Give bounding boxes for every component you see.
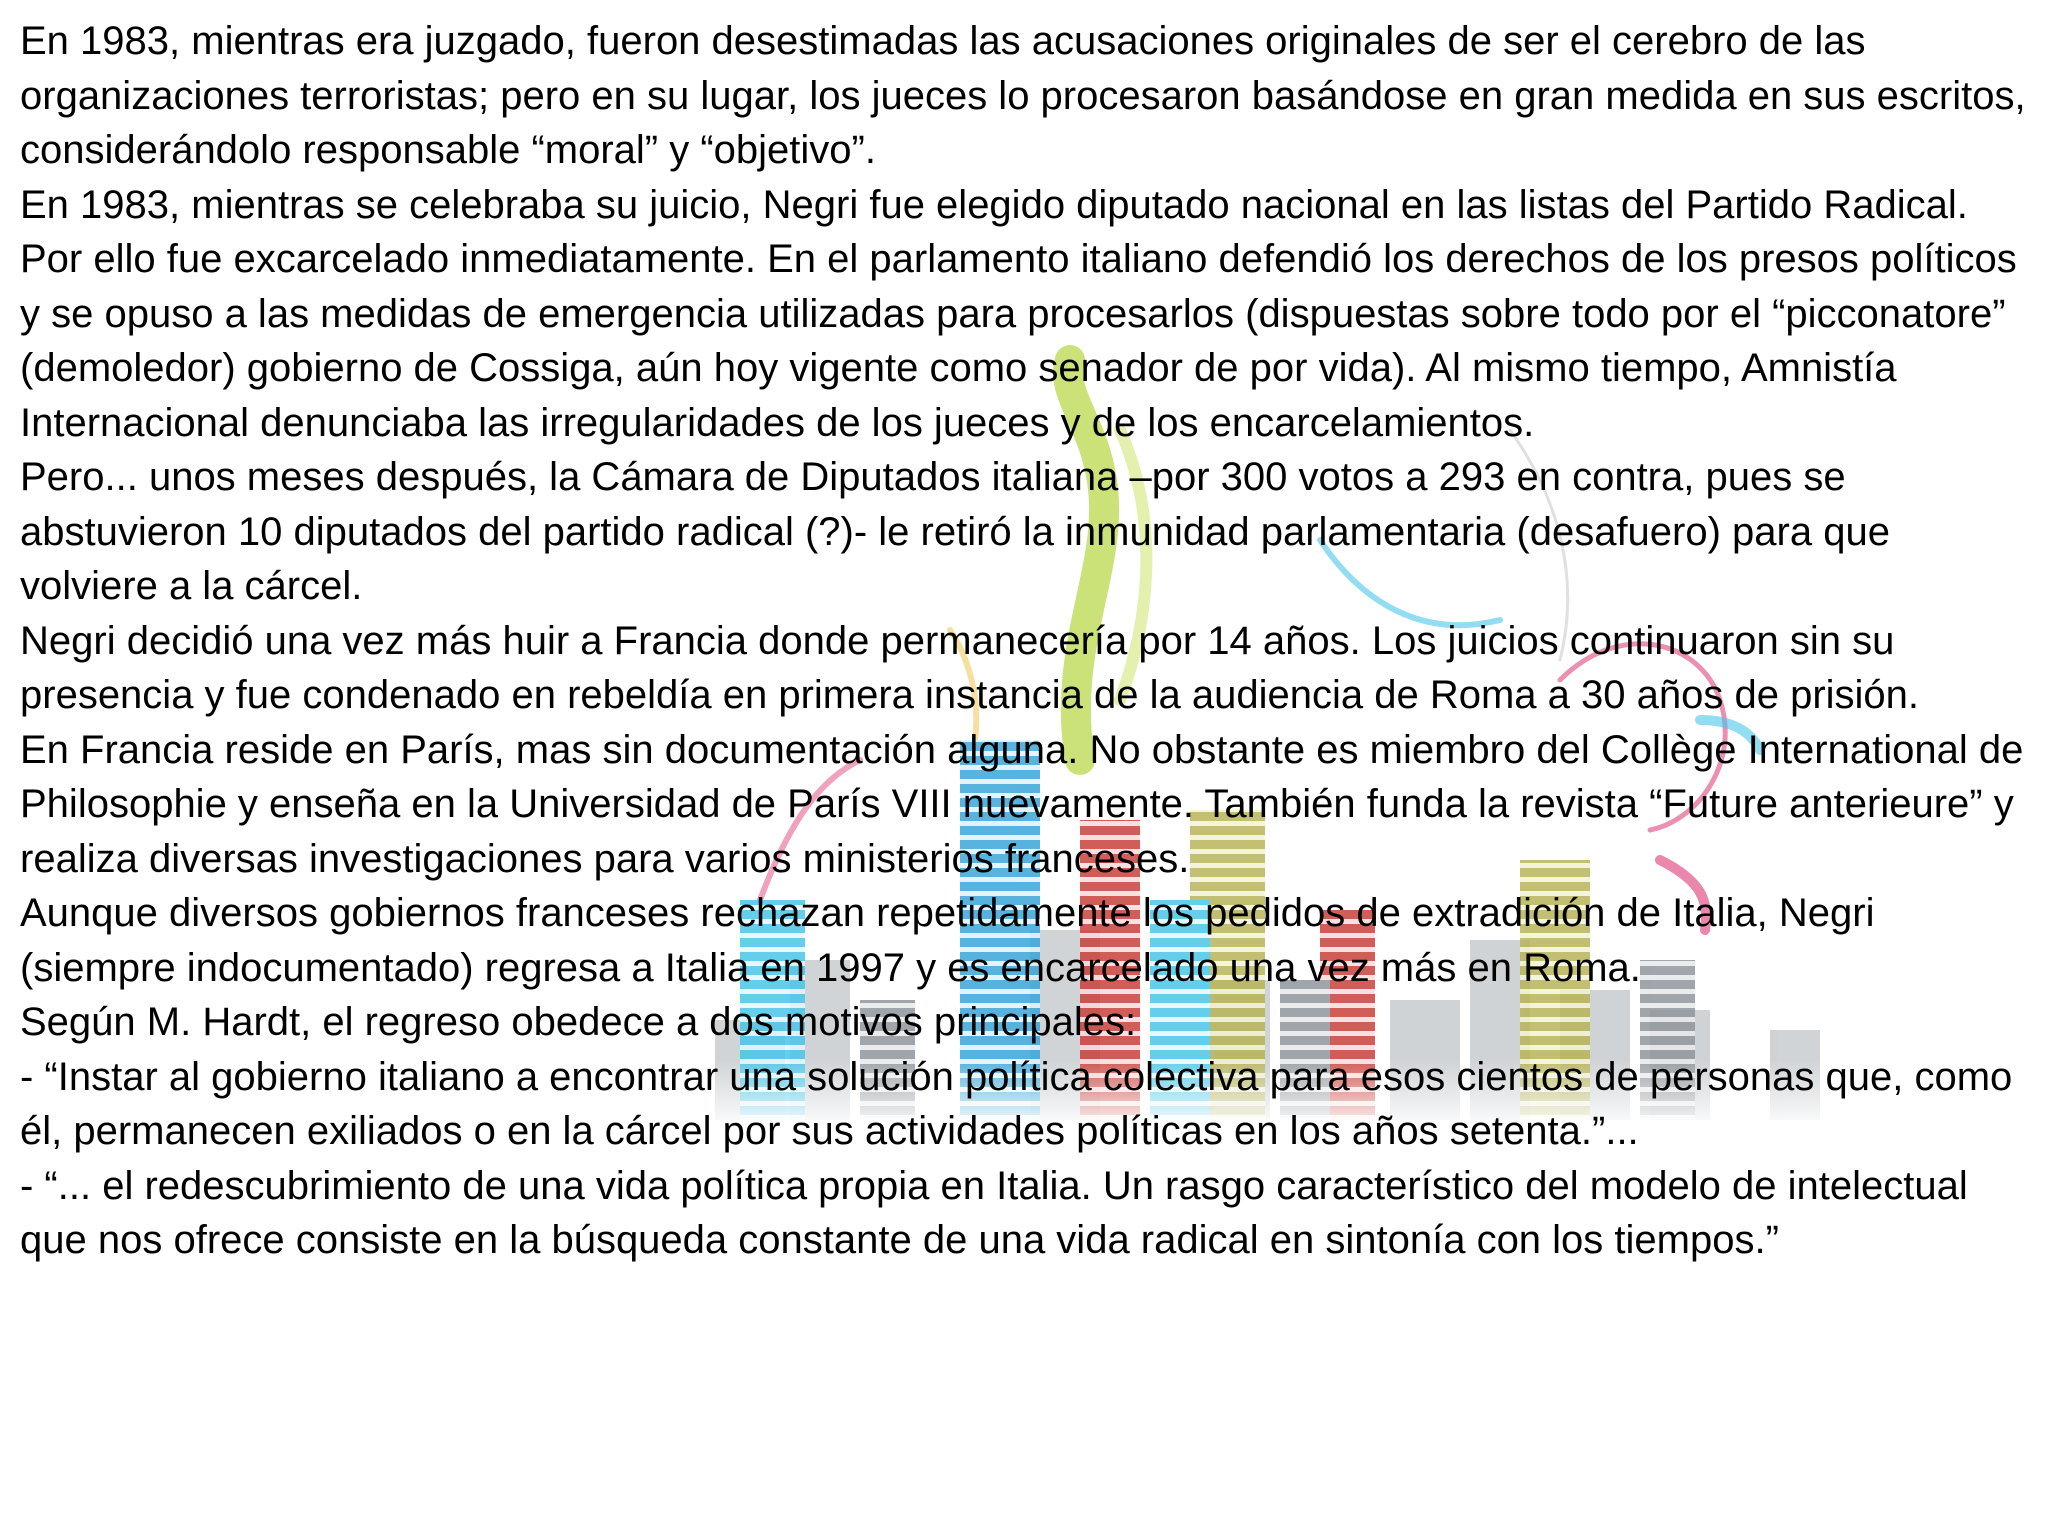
paragraph: Pero... unos meses después, la Cámara de Diputados italiana –por 300 votos a 293 en contra, pues se abstuvieron 10 diputados del partido radical (?)- le retiró la inmunidad parlamentaria (desafuero) para que volviere a la cárcel. <box>20 455 1890 608</box>
bullet-quote: - “Instar al gobierno italiano a encontrar una solución política colectiva para esos cientos de personas que, como él, permanecen exiliados o en la cárcel por sus actividades políticas en los años setenta.”... <box>20 1054 2013 1153</box>
paragraph: Según M. Hardt, el regreso obedece a dos motivos principales: <box>20 1000 1137 1044</box>
paragraph: En 1983, mientras era juzgado, fueron desestimadas las acusaciones originales de ser el cerebro de las organizaciones terroristas; pero en su lugar, los jueces lo procesaron basándose en gran medida en sus escritos, considerándolo responsable “moral” y “objetivo”. <box>20 19 2026 172</box>
paragraph: En Francia reside en París, mas sin documentación alguna. No obstante es miembro del Collège International de Philosophie y enseña en la Universidad de París VIII nuevamente. También funda la revista “Future anterieure” y realiza diversas investigaciones para varios ministerios franceses. <box>20 727 2024 881</box>
paragraph: En 1983, mientras se celebraba su juicio, Negri fue elegido diputado nacional en las listas del Partido Radical. Por ello fue excarcelado inmediatamente. En el parlamento italiano defendió los derechos de los presos políticos y se opuso a las medidas de emergencia utilizadas para procesarlos (dispuestas sobre todo por el “picconatore” (demoledor) gobierno de Cossiga, aún hoy vigente como senador de por vida). Al mismo tiempo, Amnistía Internacional denunciaba las irregularidades de los jueces y de los encarcelamientos. <box>20 182 2017 445</box>
bullet-quote: - “... el redescubrimiento de una vida política propia en Italia. Un rasgo característico del modelo de intelectual que nos ofrece consiste en la búsqueda constante de una vida radical en sintonía con los tiempos.” <box>20 1163 1968 1262</box>
paragraph: Aunque diversos gobiernos franceses rechazan repetidamente los pedidos de extradición de Italia, Negri (siempre indocumentado) regresa a Italia en 1997 y es encarcelado una vez más en Roma. <box>20 891 1875 990</box>
paragraph: Negri decidió una vez más huir a Francia donde permanecería por 14 años. Los juicios continuaron sin su presencia y fue condenado en rebeldía en primera instancia de la audiencia de Roma a 30 años de prisión. <box>20 618 1920 717</box>
document-body <box>20 14 2030 1268</box>
